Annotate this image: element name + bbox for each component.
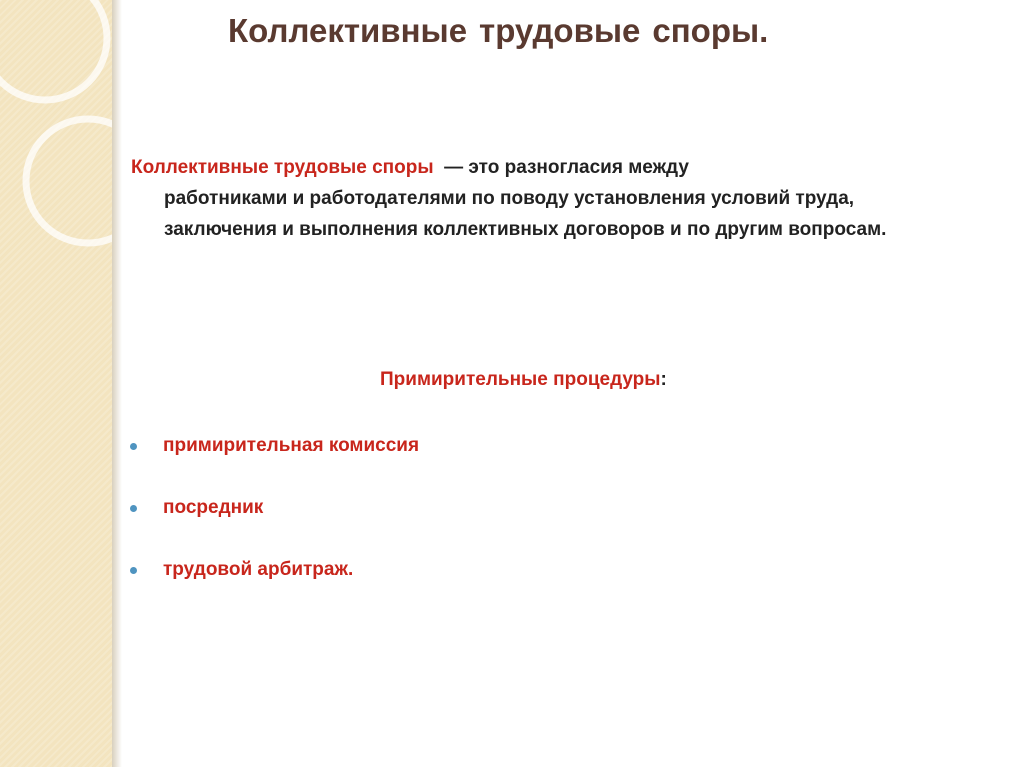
list-item-text: трудовой арбитраж. [163,559,354,580]
definition-paragraph [131,152,971,245]
procedures-heading-colon: : [660,369,667,390]
ring-bottom [26,119,112,243]
definition-first-line: — это разногласия между [444,157,689,178]
decorative-sidebar [0,0,112,767]
definition-continuation: работниками и работодателями по поводу установления условий труда, заключения и выполнения коллективных договоров и по другим вопросам. [164,188,887,240]
bullet-dot-icon [130,567,137,574]
slide-title [228,12,768,50]
title-word-3: споры. [652,12,769,49]
sidebar-shadow [112,0,122,767]
list-item-text: посредник [163,497,264,518]
list-item-text: примирительная комиссия [163,435,420,456]
decorative-rings [0,0,112,767]
bullet-dot-icon [130,505,137,512]
ring-top [0,0,107,100]
definition-term: Коллективные трудовые споры [131,157,434,178]
title-word-2: трудовые [479,12,641,49]
bullet-dot-icon [130,443,137,450]
procedures-heading [380,369,667,391]
procedures-heading-text: Примирительные процедуры [380,369,661,390]
title-word-1: Коллективные [228,12,468,49]
